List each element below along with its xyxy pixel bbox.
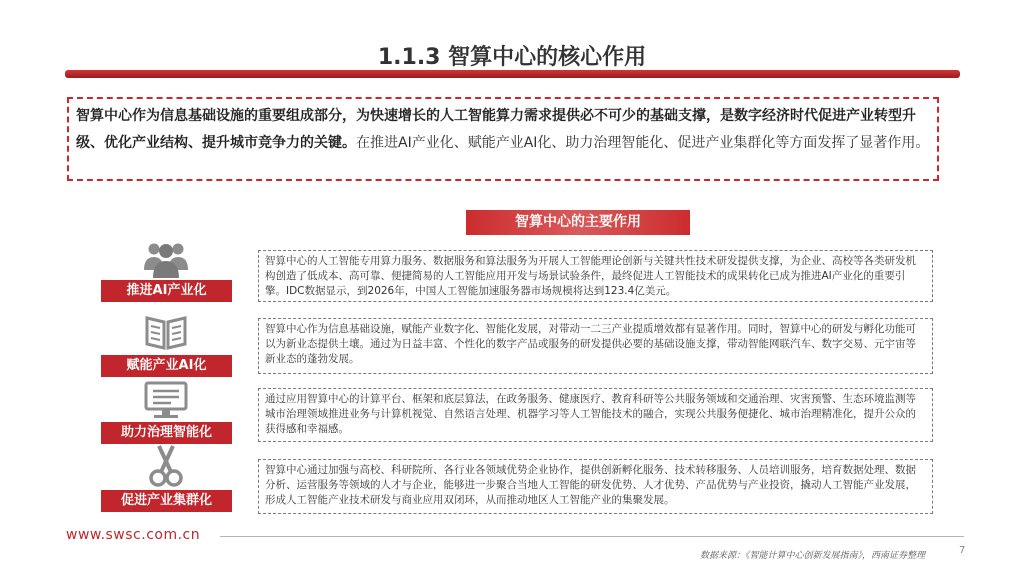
footer-website-link[interactable]: www.swsc.com.cn (66, 527, 201, 543)
text-box-clustering (258, 459, 933, 514)
section-label: 智算中心的主要作用 (466, 210, 690, 235)
intro-normal-text: 在推进AI产业化、赋能产业AI化、助力治理智能化、促进产业集群化等方面发挥了显著作用。 (356, 135, 930, 151)
row-text: 通过应用智算中心的计算平台、框架和底层算法，在政务服务、健康医疗、教育科研等公共服务领域和交通治理、灾害预警、生态环境监测等城市治理领域推进业务与计算机视觉、自然语言处理、机器学习等人工智能技术的融合，实现公共服务便捷化、城市治理精准化，提升公众的获得感和幸福感。 (265, 393, 916, 435)
footer-source-note: 数据来源：《智能计算中心创新发展指南》，西南证券整理 (700, 551, 926, 561)
text-box-industry-ai (258, 318, 933, 374)
row-text: 智算中心的人工智能专用算力服务、数据服务和算法服务为开展人工智能理论创新与关键共性技术研发提供支撑，为企业、高校等各类研发机构创造了低成本、高可靠、便捷简易的人工智能应用开发与场景试验条件，最终促进人工智能技术的成果转化已成为推进AI产业化的重要引擎。IDC数据显示，到2026年，中国人工智能加速服务器市场规模将达到123.4亿美元。 (265, 255, 916, 297)
tag-industry-ai: 赋能产业AI化 (101, 355, 232, 377)
tag-ai-industrialization: 推进AI产业化 (101, 280, 232, 302)
page-title: 1.1.3 智算中心的核心作用 (377, 45, 647, 70)
people-icon (140, 238, 192, 282)
book-icon (140, 310, 192, 354)
row-text: 智算中心作为信息基础设施，赋能产业数字化、智能化发展，对带动一二三产业提质增效都有显著作用。同时，智算中心的研发与孵化功能可以为新业态提供土壤。通过为日益丰富、个性化的数字产品或服务的研发提供必要的基础设施支撑，带动智能网联汽车、数字交易、元宇宙等新业态的蓬勃发展。 (265, 323, 916, 365)
footer-divider (220, 536, 964, 537)
scissors-icon (140, 444, 192, 488)
title-underline-bar (65, 70, 960, 78)
tag-clustering: 促进产业集群化 (101, 490, 232, 512)
tag-governance: 助力治理智能化 (101, 422, 232, 444)
text-box-ai-industrialization (258, 250, 933, 302)
row-text: 智算中心通过加强与高校、科研院所、各行业各领域优势企业协作，提供创新孵化服务、技术转移服务、人员培训服务，培育数据处理、数据分析、运营服务等领域的人才与企业，能够进一步聚合当地人工智能的研发优势、人才优势、产品优势与产业投资，撬动人工智能产业发展，形成人工智能产业技术研发与商业应用双闭环，从而推动地区人工智能产业的集聚发展。 (265, 464, 916, 506)
intro-box (67, 97, 939, 181)
page-number: 7 (959, 545, 966, 556)
text-box-governance (258, 388, 933, 442)
intro-bold-text: 智算中心作为信息基础设施的重要组成部分，为快速增长的人工智能算力需求提供必不可少的基础支撑，是数字经济时代促进产业转型升级、优化产业结构、提升城市竞争力的关键。 (76, 108, 916, 151)
monitor-icon (140, 378, 192, 422)
